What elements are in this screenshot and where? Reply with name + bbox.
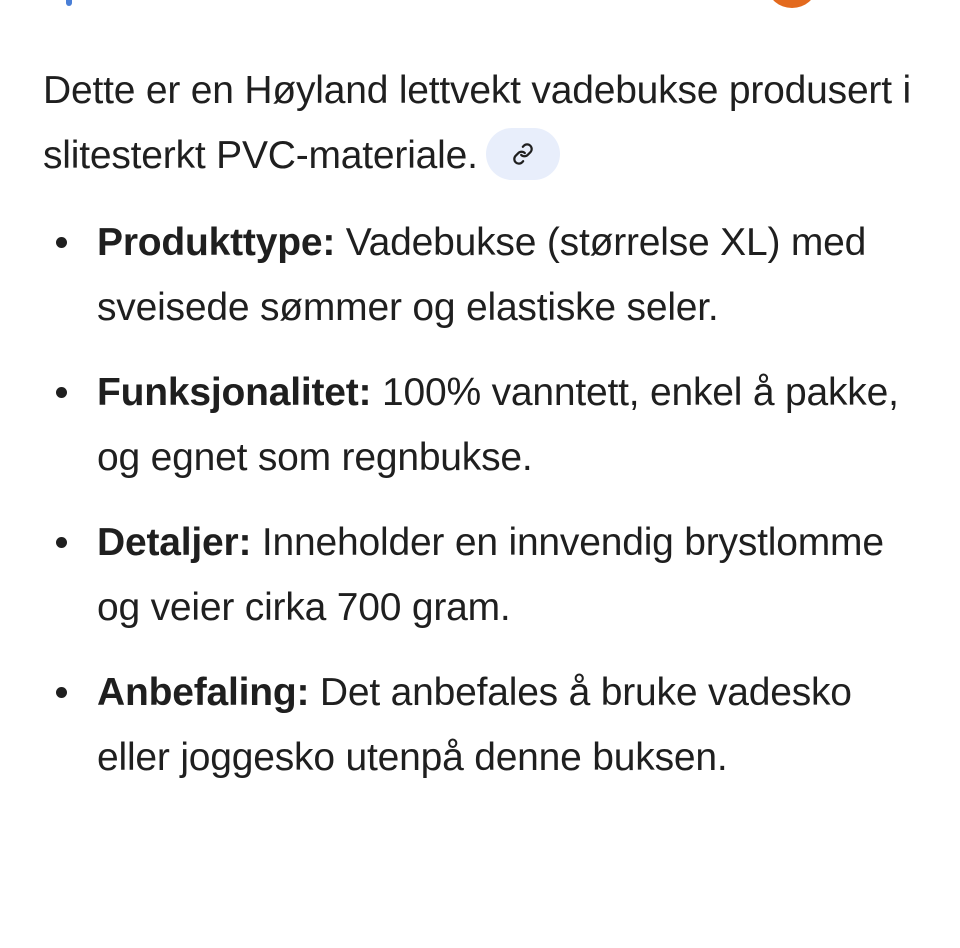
- response-content: [43, 58, 923, 810]
- fact-text: 100% vanntett, enkel å pakke, og egnet som regnbukse.: [97, 371, 899, 479]
- list-item: [43, 510, 923, 640]
- fact-label: Funksjonalitet:: [97, 371, 372, 414]
- fact-text: Inneholder en innvendig brystlomme og veier cirka 700 gram.: [97, 521, 884, 629]
- bullet-dot: [56, 387, 67, 398]
- list-item: [43, 660, 923, 790]
- link-icon: [512, 143, 534, 165]
- fact-label: Detaljer:: [97, 521, 252, 564]
- source-link-chip[interactable]: [486, 128, 560, 180]
- list-item: [43, 210, 923, 340]
- bullet-dot: [56, 687, 67, 698]
- cropped-header-fragments: [0, 0, 960, 12]
- bullet-dot: [56, 537, 67, 548]
- cropped-avatar-fragment: [768, 0, 816, 8]
- intro-paragraph: [43, 58, 923, 188]
- list-item: [43, 360, 923, 490]
- fact-text: Det anbefales å bruke vadesko eller joggesko utenpå denne buksen.: [97, 671, 852, 779]
- fact-label: Produkttype:: [97, 221, 336, 264]
- fact-list: [43, 210, 923, 790]
- intro-text: Dette er en Høyland lettvekt vadebukse produsert i slitesterkt PVC-materiale.: [43, 69, 911, 177]
- fact-text: Vadebukse (størrelse XL) med sveisede sømmer og elastiske seler.: [97, 221, 867, 329]
- fact-label: Anbefaling:: [97, 671, 310, 714]
- cropped-icon-fragment: [66, 0, 72, 6]
- bullet-dot: [56, 237, 67, 248]
